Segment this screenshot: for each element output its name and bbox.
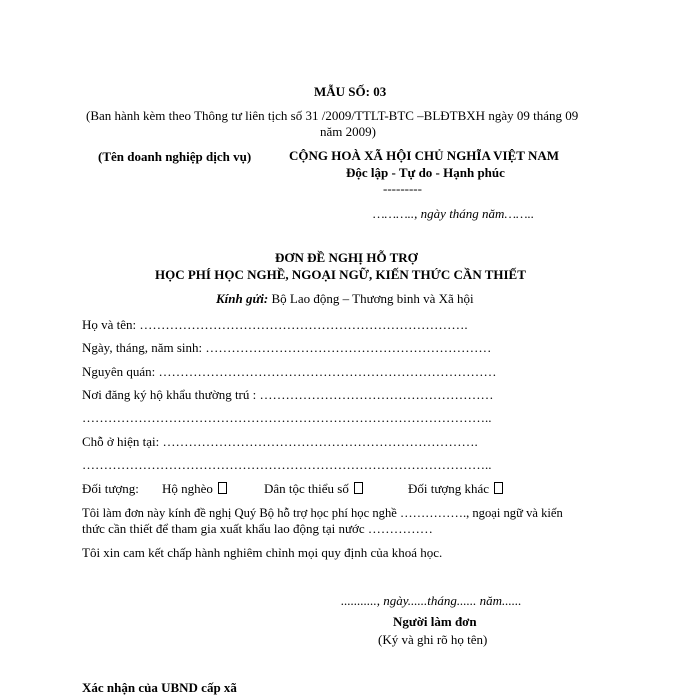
target-option-label: Dân tộc thiểu số <box>264 481 349 496</box>
country-name: CỘNG HOÀ XÃ HỘI CHỦ NGHĨA VIỆT NAM <box>289 148 560 163</box>
field-registered-address-cont: ………………………………………………………………………………….. <box>82 410 492 425</box>
issuance-note-line1: (Ban hành kèm theo Thông tư liên tịch số 31 /2009/TTLT-BTC –BLĐTBXH ngày 09 tháng 09 <box>86 108 579 123</box>
target-option-label: Đối tượng khác <box>408 481 490 496</box>
request-text-line1: Tôi làm đơn này kính đề nghị Quý Bộ hỗ trợ học phí học nghề ……………., ngoại ngữ và kiến <box>82 506 563 520</box>
issuance-note-line2: năm 2009) <box>320 124 376 139</box>
recipient <box>216 291 474 307</box>
motto: Độc lập - Tự do - Hạnh phúc <box>346 165 505 180</box>
target-option-ethnic-minority[interactable] <box>264 481 363 497</box>
commune-confirmation: Xác nhận của UBND cấp xã <box>82 680 237 695</box>
signer-label: Người làm đơn <box>393 614 477 629</box>
document-title-line2: HỌC PHÍ HỌC NGHỀ, NGOẠI NGỮ, KIẾN THỨC CẦN THIẾT <box>155 267 526 282</box>
commitment-text: Tôi xin cam kết chấp hành nghiêm chỉnh mọi quy định của khoá học. <box>82 545 443 560</box>
target-option-other[interactable] <box>408 481 503 497</box>
field-registered-address: Nơi đăng ký hộ khẩu thường trú : ……………………………………………… <box>82 387 494 402</box>
header-date-line: ……….., ngày tháng năm…….. <box>373 206 535 221</box>
signature-instruction: (Ký và ghi rõ họ tên) <box>378 632 488 647</box>
checkbox-icon[interactable] <box>494 482 503 494</box>
target-option-poor[interactable] <box>162 481 227 497</box>
checkbox-icon[interactable] <box>218 482 227 494</box>
field-current-residence: Chỗ ở hiện tại: ………………………………………………………………. <box>82 434 478 449</box>
request-text-line2: thức cần thiết để tham gia xuất khẩu lao động tại nước …………… <box>82 521 433 536</box>
field-birth-date: Ngày, tháng, năm sinh: ………………………………………………………… <box>82 340 492 355</box>
checkbox-icon[interactable] <box>354 482 363 494</box>
document-title-line1: ĐƠN ĐỀ NGHỊ HỖ TRỢ <box>275 250 418 265</box>
recipient-label: Kính gửi: <box>216 291 269 306</box>
signature-date-line: ..........., ngày......tháng...... năm...... <box>341 593 522 608</box>
target-label: Đối tượng: <box>82 481 139 496</box>
recipient-name: Bộ Lao động – Thương binh và Xã hội <box>268 291 474 306</box>
enterprise-name: (Tên doanh nghiệp dịch vụ) <box>98 149 252 164</box>
field-current-residence-cont: ………………………………………………………………………………….. <box>82 457 492 472</box>
form-number: MẪU SỐ: 03 <box>314 84 387 99</box>
field-hometown: Nguyên quán: …………………………………………………………………… <box>82 364 497 379</box>
motto-separator: --------- <box>383 181 422 196</box>
field-full-name: Họ và tên: …………………………………………………………………. <box>82 317 468 332</box>
target-option-label: Hộ nghèo <box>162 481 213 496</box>
